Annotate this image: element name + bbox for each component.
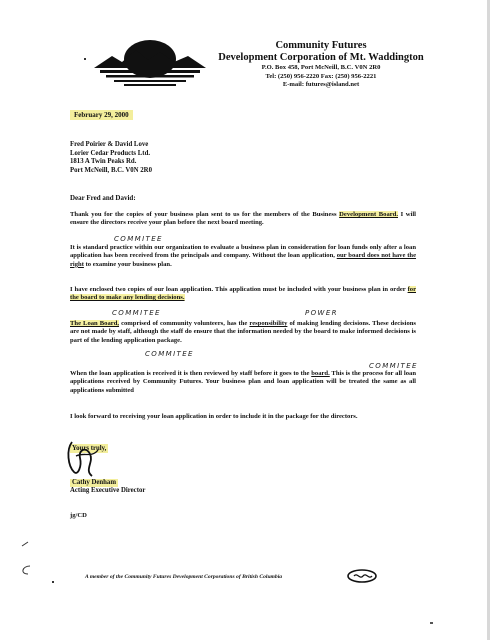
paragraph-2-underline: our board does not have the right xyxy=(70,252,417,268)
scan-dot xyxy=(84,58,86,60)
paragraph-5-underline: board. xyxy=(311,370,330,377)
paragraph-4-highlight: The Loan Board, xyxy=(70,320,120,327)
org-address: P.O. Box 458, Port McNeill, B.C. V0N 2R0 xyxy=(261,64,381,71)
paragraph-4-underline: responsibility xyxy=(249,320,288,327)
footer-logo-icon xyxy=(346,569,378,583)
paragraph-1-text-a: Thank you for the copies of your business plan sent to us for the members of the Business xyxy=(70,211,337,218)
footer-text: A member of the Community Futures Development Corporations of British Columbia xyxy=(85,574,283,580)
org-phone-fax: Tel: (250) 956-2220 Fax: (250) 956-2221 xyxy=(265,72,377,80)
recipient-company: Lorier Cedar Products Ltd. xyxy=(70,149,151,157)
recipient-city: Port McNeill, B.C. V0N 2R0 xyxy=(70,166,152,174)
handwritten-note-5: COMMITEE xyxy=(369,362,418,370)
handwritten-note-1: COMMITEE xyxy=(114,235,163,243)
handwritten-note-2: COMMITEE xyxy=(112,309,161,317)
signature-icon xyxy=(62,436,106,480)
letterhead xyxy=(196,40,446,90)
paragraph-3-highlight: for the board to make any lending decisions. xyxy=(70,286,416,302)
handwritten-note-4: COMMITEE xyxy=(145,350,194,358)
org-name-line2: Development Corporation of Mt. Waddington xyxy=(218,52,424,63)
recipient-address xyxy=(70,141,152,175)
paragraph-6: I look forward to receiving your loan application in order to include it in the package for the directors. xyxy=(70,413,358,420)
paragraph-4-text-b: comprised of community volunteers, has the xyxy=(119,320,250,327)
signer-name: Cathy Denham xyxy=(72,479,116,486)
paragraph-5 xyxy=(70,370,416,395)
closing: Yours truly, xyxy=(72,445,107,452)
scan-dot xyxy=(52,581,54,583)
paragraph-4 xyxy=(70,320,416,345)
letter-date: February 29, 2000 xyxy=(70,110,133,120)
reference-initials: jg/CD xyxy=(70,512,87,519)
org-email: E-mail: futures@island.net xyxy=(282,81,360,88)
handwritten-note-3: POWER xyxy=(305,309,338,317)
paragraph-5-text-a: When the loan application is received it is then reviewed by staff before it goes to the xyxy=(70,370,312,377)
paragraph-2-text-a: It is standard practice within our organization to evaluate a business plan in consideration for loan funds only after a loan application has been received from the principals and company. Without the loan application, xyxy=(70,244,416,260)
scan-dot xyxy=(430,622,433,624)
paragraph-4-text-d: of making lending decisions. These decisions are not made by staff, although the staff do ensure that the information needed by the board to make informed decisions is part of the lending application package. xyxy=(70,320,416,344)
signer-title: Acting Executive Director xyxy=(70,487,146,495)
paragraph-3 xyxy=(70,286,416,303)
paragraph-1-text-c: I will ensure the directors receive your plan before the next board meeting. xyxy=(70,211,417,227)
hole-punch-mark-icon xyxy=(18,540,32,576)
recipient-street: 1813 A Twin Peaks Rd. xyxy=(70,158,137,165)
org-name: Community Futures xyxy=(275,40,367,51)
organization-logo-icon xyxy=(92,34,208,94)
paragraph-5-text-c: This is the process for all loan applications received by Community Futures. Your business plan and loan application will be treated the same as all applications submitted xyxy=(70,370,416,394)
paragraph-1-highlight: Development Board. xyxy=(339,211,398,218)
paragraph-1 xyxy=(70,211,416,228)
signer-block xyxy=(70,479,145,496)
paragraph-2-text-c: to examine your business plan. xyxy=(83,260,172,268)
salutation: Dear Fred and David: xyxy=(70,194,136,202)
recipient-names: Fred Poirier & David Love xyxy=(70,141,149,148)
paragraph-3-text-a: I have enclosed two copies of our loan application. This application must be included with your business plan in order xyxy=(70,286,408,293)
paragraph-2 xyxy=(70,244,416,269)
